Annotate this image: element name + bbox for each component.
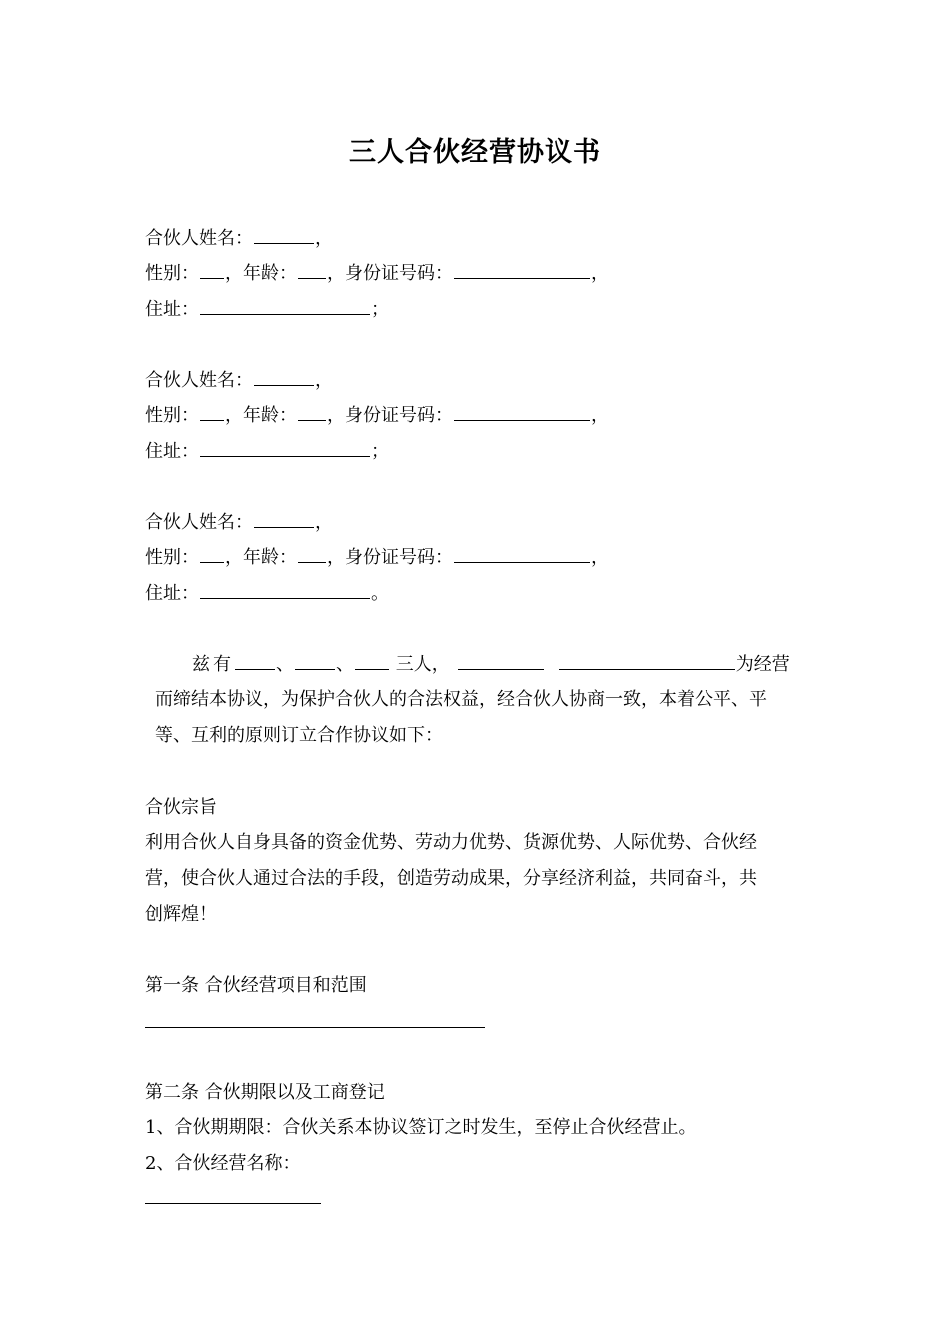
intro-line-2: 而缔结本协议，为保护合伙人的合法权益，经合伙人协商一致，本着公平、平 <box>155 689 767 710</box>
age-blank[interactable] <box>298 260 326 279</box>
gender-label: 性别： <box>145 263 199 284</box>
address-blank[interactable] <box>200 580 370 599</box>
id-label: 身份证号码： <box>345 405 453 426</box>
article-2-item-2: 2、合伙经营名称： <box>145 1153 301 1174</box>
project-blank[interactable] <box>458 651 544 670</box>
intro-prefix: 兹有 <box>192 654 234 675</box>
purpose-line-1: 利用合伙人自身具备的资金优势、劳动力优势、货源优势、人际优势、合伙经 <box>145 832 757 853</box>
gender-blank[interactable] <box>200 260 224 279</box>
partner-3-address-line <box>145 580 389 607</box>
partner-1-info-line: 性别： ，年龄： ，身份证号码： ， <box>145 260 609 287</box>
partner-name-label: 合伙人姓名： <box>145 370 253 391</box>
id-blank[interactable] <box>454 260 590 279</box>
partner-3-name-line: 合伙人姓名： ， <box>145 509 333 536</box>
age-blank[interactable] <box>298 544 326 563</box>
intro-three-people: 三人， <box>395 654 450 675</box>
party-a-blank[interactable] <box>235 651 275 670</box>
address-label: 住址： <box>145 441 199 462</box>
id-label: 身份证号码： <box>345 547 453 568</box>
gender-label: 性别： <box>145 547 199 568</box>
article-2-item-1: 1、合伙期期限：合伙关系本协议签订之时发生，至停止合伙经营止。 <box>145 1117 697 1138</box>
intro-for-business: 为经营 <box>735 654 790 675</box>
age-label: 年龄： <box>243 263 297 284</box>
partner-3-info-line: 性别： ，年龄： ，身份证号码： ， <box>145 544 609 571</box>
partner-2-info-line: 性别： ，年龄： ，身份证号码： ， <box>145 402 609 429</box>
id-blank[interactable] <box>454 544 590 563</box>
age-blank[interactable] <box>298 402 326 421</box>
address-blank[interactable] <box>200 296 370 315</box>
business-blank[interactable] <box>559 651 735 670</box>
address-end: 。 <box>371 583 389 604</box>
address-end: ； <box>371 299 389 320</box>
age-label: 年龄： <box>243 405 297 426</box>
id-blank[interactable] <box>454 402 590 421</box>
address-blank[interactable] <box>200 438 370 457</box>
partner-name-blank[interactable] <box>254 367 314 386</box>
article-1-blank[interactable] <box>145 1027 485 1028</box>
address-label: 住址： <box>145 583 199 604</box>
id-label: 身份证号码： <box>345 263 453 284</box>
partner-name-blank[interactable] <box>254 509 314 528</box>
partner-2-address-line <box>145 438 389 465</box>
intro-line-3: 等、互利的原则订立合作协议如下： <box>155 725 443 746</box>
intro-line-1 <box>192 651 790 678</box>
intro-sep: 、 <box>276 654 294 675</box>
intro-sep: 、 <box>336 654 354 675</box>
purpose-line-3: 创辉煌！ <box>145 904 217 925</box>
article-2-heading: 第二条 合伙期限以及工商登记 <box>145 1082 385 1103</box>
gender-blank[interactable] <box>200 544 224 563</box>
document-title: 三人合伙经营协议书 <box>349 137 601 168</box>
party-c-blank[interactable] <box>355 651 389 670</box>
partner-2-name-line: 合伙人姓名： ， <box>145 367 333 394</box>
gender-label: 性别： <box>145 405 199 426</box>
address-end: ； <box>371 441 389 462</box>
partner-name-label: 合伙人姓名： <box>145 228 253 249</box>
gender-blank[interactable] <box>200 402 224 421</box>
article-1-heading: 第一条 合伙经营项目和范围 <box>145 975 367 996</box>
address-label: 住址： <box>145 299 199 320</box>
partner-name-blank[interactable] <box>254 225 314 244</box>
business-name-blank[interactable] <box>145 1203 321 1204</box>
partner-1-address-line <box>145 296 389 323</box>
partner-1-name-line: 合伙人姓名： ， <box>145 225 333 252</box>
purpose-line-2: 营，使合伙人通过合法的手段，创造劳动成果，分享经济利益，共同奋斗，共 <box>145 868 757 889</box>
party-b-blank[interactable] <box>295 651 335 670</box>
age-label: 年龄： <box>243 547 297 568</box>
purpose-heading: 合伙宗旨 <box>145 797 217 818</box>
partner-name-label: 合伙人姓名： <box>145 512 253 533</box>
